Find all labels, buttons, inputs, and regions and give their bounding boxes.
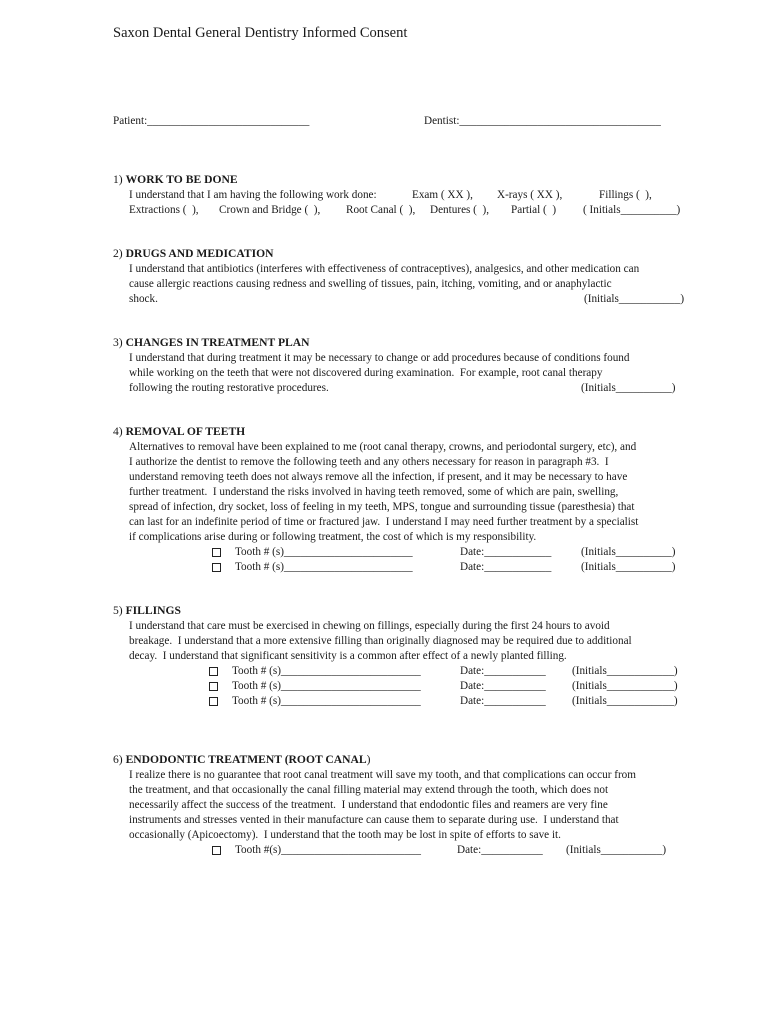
tooth-field[interactable]: Tooth # (s)_________________________ (232, 665, 421, 677)
paragraph-line: necessarily affect the success of the treatment. I understand that endodontic files and reamers are very fine (129, 799, 608, 811)
paragraph-line: Alternatives to removal have been explained to me (root canal therapy, crowns, and periodontal surgery, etc), and (129, 441, 637, 453)
checkbox[interactable] (209, 682, 218, 691)
tooth-field[interactable]: Tooth # (s)_______________________ (235, 546, 413, 558)
paragraph-line: I understand that during treatment it may be necessary to change or add procedures because of conditions found (129, 352, 630, 364)
checkbox[interactable] (212, 846, 221, 855)
paragraph-line: spread of infection, dry socket, loss of feeling in my teeth, MPS, tongue and surrounding tissue (paresthesia) that (129, 501, 635, 513)
checkbox[interactable] (209, 697, 218, 706)
section-title: REMOVAL OF TEETH (125, 425, 246, 438)
xrays-option[interactable]: X-rays ( XX ), (497, 189, 563, 201)
section-5-heading (113, 604, 181, 617)
extractions-option[interactable]: Extractions ( ), (129, 204, 199, 216)
initials-field[interactable]: (Initials____________) (572, 695, 678, 707)
paragraph-line: can last for an indefinite period of time or fractured jaw. I understand I may need further treatment by a specialist (129, 516, 639, 528)
checkbox[interactable] (212, 548, 221, 557)
section-1-line: I understand that I am having the following work done: (129, 189, 377, 201)
section-title: DRUGS AND MEDICATION (125, 247, 274, 260)
date-field[interactable]: Date:____________ (460, 561, 552, 573)
section-number: 2) (113, 247, 123, 260)
paragraph-line: I understand that antibiotics (interferes with effectiveness of contraceptives), analgesics, and other medication can (129, 263, 640, 275)
checkbox[interactable] (212, 563, 221, 572)
paragraph-line: I authorize the dentist to remove the following teeth and any others necessary for reason in paragraph #3. I (129, 456, 609, 468)
exam-option[interactable]: Exam ( XX ), (412, 189, 473, 201)
paragraph-line: breakage. I understand that a more extensive filling than originally diagnosed may be required due to additional (129, 635, 632, 647)
tooth-field[interactable]: Tooth # (s)_______________________ (235, 561, 413, 573)
section-3-heading (113, 336, 310, 349)
initials-field[interactable]: ( Initials__________) (583, 204, 681, 216)
paragraph-line: further treatment. I understand the risks involved in having teeth removed, some of which are pain, swelling, (129, 486, 619, 498)
initials-field[interactable]: (Initials__________) (581, 546, 676, 558)
date-field[interactable]: Date:___________ (460, 695, 546, 707)
section-number: 3) (113, 336, 123, 349)
tooth-field[interactable]: Tooth # (s)_________________________ (232, 695, 421, 707)
section-number: 5) (113, 604, 123, 617)
checkbox[interactable] (209, 667, 218, 676)
section-2-heading (113, 247, 274, 260)
page-title: Saxon Dental General Dentistry Informed Consent (113, 25, 408, 41)
date-field[interactable]: Date:___________ (457, 844, 543, 856)
paragraph-line: the treatment, and that occasionally the canal filling material may extend through the tooth, which does not (129, 784, 609, 796)
dentures-option[interactable]: Dentures ( ), (430, 204, 490, 216)
section-number: 6) (113, 753, 123, 766)
initials-field[interactable]: (Initials____________) (572, 665, 678, 677)
section-title: CHANGES IN TREATMENT PLAN (125, 336, 310, 349)
section-4-heading (113, 425, 245, 438)
section-title: ENDODONTIC TREATMENT (ROOT CANAL (125, 753, 367, 766)
section-number: 1) (113, 173, 123, 186)
initials-field[interactable]: (Initials__________) (581, 382, 676, 394)
initials-field[interactable]: (Initials___________) (566, 844, 667, 856)
date-field[interactable]: Date:____________ (460, 546, 552, 558)
fillings-option[interactable]: Fillings ( ), (599, 189, 652, 201)
paragraph-line: shock. (129, 293, 158, 305)
tooth-field[interactable]: Tooth # (s)_________________________ (232, 680, 421, 692)
section-number: 4) (113, 425, 123, 438)
initials-field[interactable]: (Initials___________) (584, 293, 685, 305)
paragraph-line: I understand that care must be exercised in chewing on fillings, especially during the first 24 hours to avoid (129, 620, 610, 632)
paragraph-line: cause allergic reactions causing redness and swelling of tissues, pain, itching, vomiting, and or anaphylactic (129, 278, 612, 290)
paragraph-line: decay. I understand that significant sensitivity is a common after effect of a newly planted filling. (129, 650, 567, 662)
section-title: FILLINGS (125, 604, 181, 617)
initials-field[interactable]: (Initials____________) (572, 680, 678, 692)
section-6-heading (113, 753, 371, 766)
date-field[interactable]: Date:___________ (460, 680, 546, 692)
tooth-field[interactable]: Tooth #(s)_________________________ (235, 844, 421, 856)
paragraph-line: understand removing teeth does not always remove all the infection, if present, and it may be necessary to have (129, 471, 628, 483)
paragraph-line: occasionally (Apicoectomy). I understand that the tooth may be lost in spite of efforts to save it. (129, 829, 561, 841)
section-title-close: ) (366, 753, 371, 766)
dentist-field[interactable]: Dentist:____________________________________ (424, 115, 661, 127)
paragraph-line: instruments and stresses vented in their manufacture can cause them to separate during use. I understand that (129, 814, 619, 826)
paragraph-line: if complications arise during or following treatment, the cost of which is my responsibility. (129, 531, 537, 543)
patient-field[interactable]: Patient:_____________________________ (113, 115, 310, 127)
section-title: WORK TO BE DONE (125, 173, 238, 186)
paragraph-line: while working on the teeth that were not discovered during examination. For example, root canal therapy (129, 367, 603, 379)
section-1-heading (113, 173, 238, 186)
partial-option[interactable]: Partial ( ) (511, 204, 557, 216)
crown-bridge-option[interactable]: Crown and Bridge ( ), (219, 204, 321, 216)
root-canal-option[interactable]: Root Canal ( ), (346, 204, 416, 216)
paragraph-line: I realize there is no guarantee that root canal treatment will save my tooth, and that complications can occur from (129, 769, 636, 781)
date-field[interactable]: Date:___________ (460, 665, 546, 677)
initials-field[interactable]: (Initials__________) (581, 561, 676, 573)
paragraph-line: following the routing restorative procedures. (129, 382, 329, 394)
